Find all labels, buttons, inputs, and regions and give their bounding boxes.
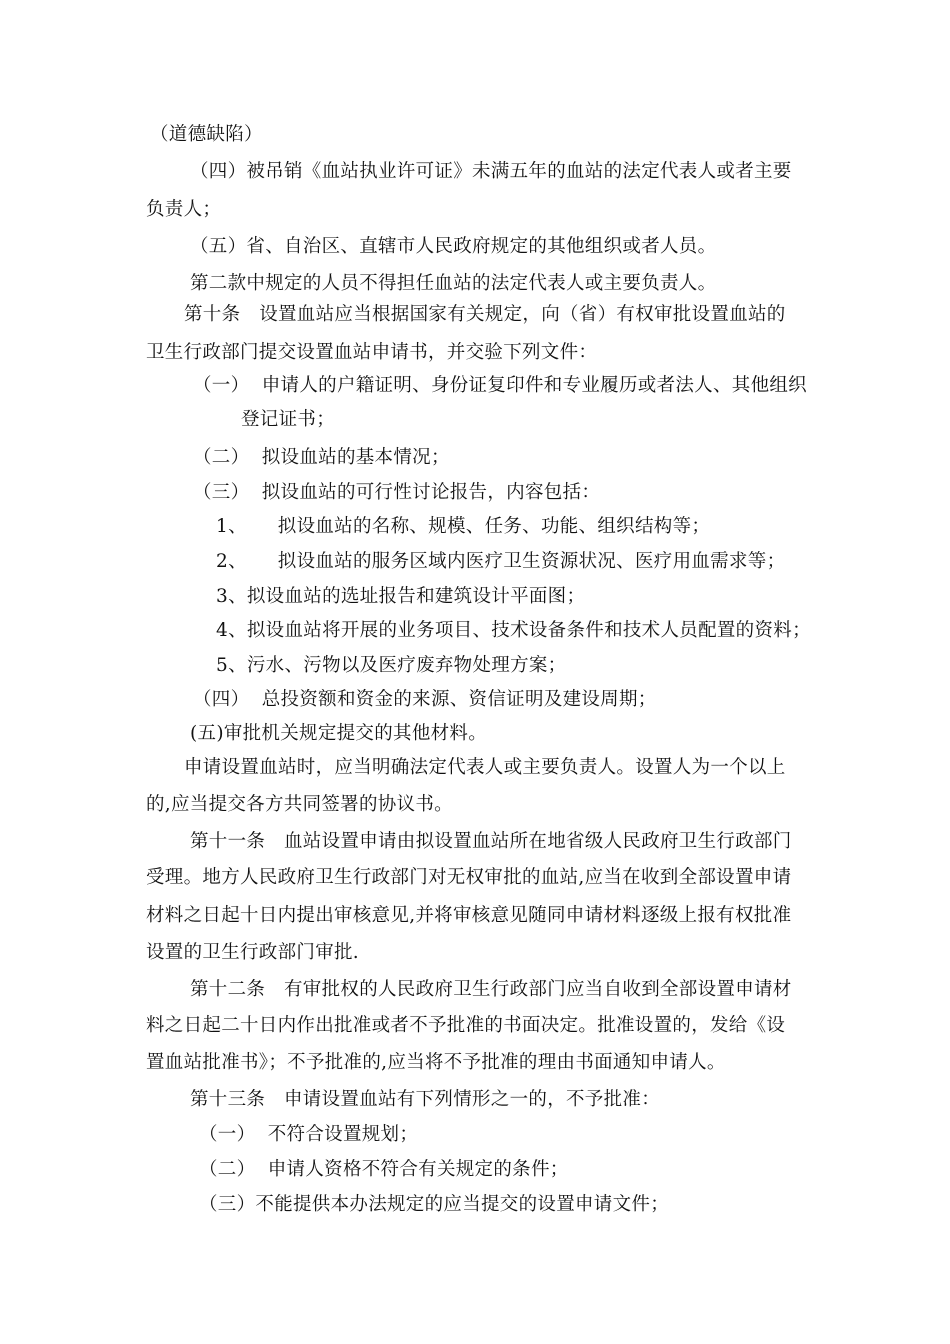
text-line: （三）不能提供本办法规定的应当提交的设置申请文件； <box>199 1194 670 1215</box>
text-line: （四） 总投资额和资金的来源、资信证明及建设周期； <box>193 689 657 710</box>
text-line: (五)审批机关规定提交的其他材料。 <box>190 723 488 744</box>
text-line: 置血站批准书》；不予批准的,应当将不予批准的理由书面通知申请人。 <box>146 1052 726 1073</box>
text-line: 第十三条 申请设置血站有下列情形之一的，不予批准： <box>190 1089 661 1110</box>
text-line: 第十条 设置血站应当根据国家有关规定，向（省）有权审批设置血站的 <box>184 304 786 325</box>
text-line: （五）省、自治区、直辖市人民政府规定的其他组织或者人员。 <box>190 236 717 257</box>
text-line: 受理。地方人民政府卫生行政部门对无权审批的血站,应当在收到全部设置申请 <box>146 867 792 888</box>
text-line: 卫生行政部门提交设置血站申请书，并交验下列文件： <box>146 342 598 363</box>
text-line: 1、 拟设血站的名称、规模、任务、功能、组织结构等； <box>216 516 711 537</box>
text-line: 第十二条 有审批权的人民政府卫生行政部门应当自收到全部设置申请材 <box>190 979 792 1000</box>
text-line: （二） 拟设血站的基本情况； <box>193 447 450 468</box>
text-line: 5、污水、污物以及医疗废弃物处理方案； <box>216 655 567 676</box>
text-line: （三） 拟设血站的可行性讨论报告，内容包括： <box>193 482 601 503</box>
text-line: 材料之日起十日内提出审核意见,并将审核意见随同申请材料逐级上报有权批准 <box>146 905 792 926</box>
text-line: 的,应当提交各方共同签署的协议书。 <box>146 794 453 815</box>
text-line: 3、拟设血站的选址报告和建筑设计平面图； <box>216 586 586 607</box>
text-line: 登记证书； <box>241 409 336 430</box>
text-line: 申请设置血站时，应当明确法定代表人或主要负责人。设置人为一个以上 <box>184 757 786 778</box>
text-line: 第二款中规定的人员不得担任血站的法定代表人或主要负责人。 <box>190 273 717 294</box>
text-line: 第十一条 血站设置申请由拟设置血站所在地省级人民政府卫生行政部门 <box>190 831 792 852</box>
text-line: 负责人； <box>146 199 222 220</box>
text-line: （四）被吊销《血站执业许可证》未满五年的血站的法定代表人或者主要 <box>190 161 792 182</box>
text-line: 4、拟设血站将开展的业务项目、技术设备条件和技术人员配置的资料； <box>216 620 811 641</box>
text-line: 设置的卫生行政部门审批. <box>146 942 359 963</box>
text-line: 2、 拟设血站的服务区域内医疗卫生资源状况、医疗用血需求等； <box>216 551 786 572</box>
text-line: （道德缺陷） <box>150 124 263 145</box>
text-line: （二） 申请人资格不符合有关规定的条件； <box>199 1159 569 1180</box>
text-line: （一） 申请人的户籍证明、身份证复印件和专业履历或者法人、其他组织 <box>193 375 807 396</box>
text-line: 料之日起二十日内作出批准或者不予批准的书面决定。批准设置的，发给《设 <box>146 1015 786 1036</box>
text-line: （一） 不符合设置规划； <box>199 1124 419 1145</box>
